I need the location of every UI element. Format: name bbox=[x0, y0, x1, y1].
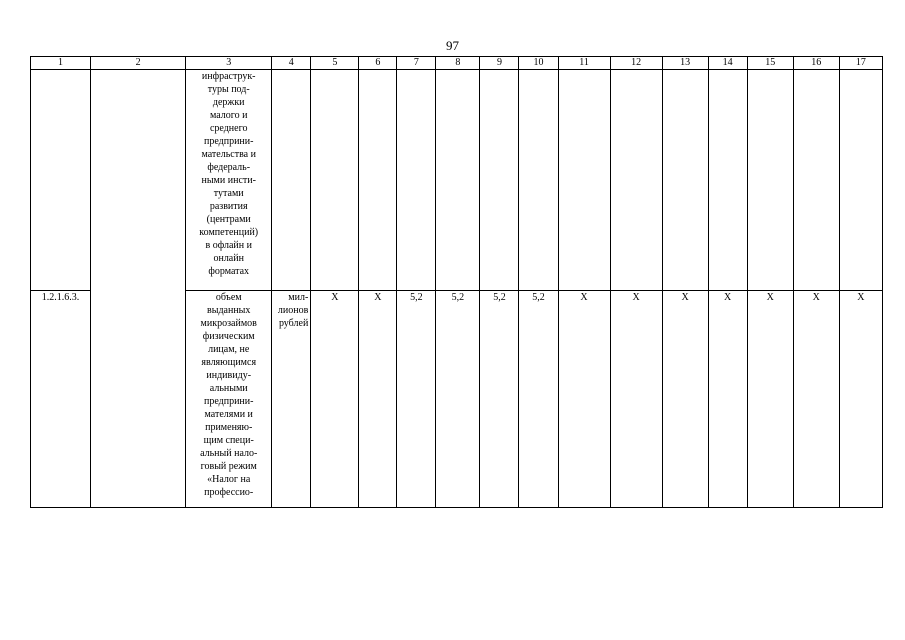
page-number: 97 bbox=[446, 38, 459, 53]
row-code: 1.2.1.6.3. bbox=[31, 291, 91, 508]
text-line: мательства и bbox=[201, 149, 256, 160]
empty-cell bbox=[839, 70, 882, 291]
text-line: «Налог на bbox=[207, 474, 251, 485]
empty-cell bbox=[708, 70, 747, 291]
column-header: 1 bbox=[31, 57, 91, 70]
empty-cell bbox=[311, 70, 359, 291]
column-header: 6 bbox=[359, 57, 397, 70]
column-header: 3 bbox=[186, 57, 272, 70]
text-line: форматах bbox=[208, 266, 250, 277]
column-header: 2 bbox=[91, 57, 186, 70]
merged-cell-col2 bbox=[91, 70, 186, 508]
value-cell: Х bbox=[747, 291, 793, 508]
column-header: 10 bbox=[519, 57, 558, 70]
text-line: применяю- bbox=[205, 422, 253, 433]
code-cell-empty bbox=[31, 70, 91, 291]
empty-cell bbox=[480, 70, 519, 291]
text-line: федераль- bbox=[207, 162, 251, 173]
value-cell: Х bbox=[610, 291, 662, 508]
text-line: инфраструк- bbox=[201, 71, 256, 82]
column-header: 9 bbox=[480, 57, 519, 70]
column-header: 7 bbox=[397, 57, 436, 70]
value-cell: Х bbox=[708, 291, 747, 508]
text-line: предприни- bbox=[203, 396, 254, 407]
empty-cell bbox=[558, 70, 610, 291]
empty-cell bbox=[662, 70, 708, 291]
indicator-text-cell bbox=[186, 70, 272, 291]
empty-cell bbox=[359, 70, 397, 291]
text-line: физическим bbox=[202, 331, 255, 342]
value-cell: Х bbox=[359, 291, 397, 508]
empty-cell bbox=[436, 70, 480, 291]
column-number-row bbox=[31, 57, 883, 70]
text-line: ными инсти- bbox=[201, 175, 256, 186]
column-header: 8 bbox=[436, 57, 480, 70]
empty-cell bbox=[610, 70, 662, 291]
unit-line: мил- bbox=[288, 292, 309, 303]
table-row-continued bbox=[31, 70, 883, 291]
value-cell: Х bbox=[839, 291, 882, 508]
column-header: 13 bbox=[662, 57, 708, 70]
text-line: альный нало- bbox=[200, 448, 258, 459]
column-header: 5 bbox=[311, 57, 359, 70]
text-line: туры под- bbox=[207, 84, 250, 95]
data-table bbox=[30, 56, 883, 508]
column-header: 11 bbox=[558, 57, 610, 70]
text-line: компетенций) bbox=[199, 227, 259, 238]
text-line: альными bbox=[209, 383, 248, 394]
text-line: микрозаймов bbox=[200, 318, 257, 329]
empty-cell bbox=[793, 70, 839, 291]
empty-cell bbox=[747, 70, 793, 291]
unit-cell bbox=[272, 291, 311, 508]
text-line: малого и bbox=[209, 110, 248, 121]
text-line: онлайн bbox=[213, 253, 244, 264]
value-cell: 5,2 bbox=[480, 291, 519, 508]
empty-cell bbox=[397, 70, 436, 291]
value-cell: 5,2 bbox=[519, 291, 558, 508]
value-cell: Х bbox=[662, 291, 708, 508]
text-line: предприни- bbox=[203, 136, 254, 147]
unit-line: рублей bbox=[278, 318, 309, 329]
text-line: объем bbox=[215, 292, 242, 303]
text-line: индивиду- bbox=[206, 370, 252, 381]
unit-line: лионов bbox=[277, 305, 309, 316]
text-line: в офлайн и bbox=[205, 240, 252, 251]
empty-cell bbox=[519, 70, 558, 291]
text-line: выданных bbox=[207, 305, 251, 316]
text-line: мателями и bbox=[204, 409, 253, 420]
text-line: лицам, не bbox=[208, 344, 250, 355]
text-line: (центрами bbox=[206, 214, 251, 225]
column-header: 17 bbox=[839, 57, 882, 70]
text-line: являющимся bbox=[201, 357, 257, 368]
column-header: 16 bbox=[793, 57, 839, 70]
text-line: говый режим bbox=[200, 461, 257, 472]
value-cell: 5,2 bbox=[397, 291, 436, 508]
text-line: развития bbox=[209, 201, 248, 212]
indicator-text-cell bbox=[186, 291, 272, 508]
text-line: щим специ- bbox=[203, 435, 254, 446]
text-line: тутами bbox=[213, 188, 244, 199]
column-header: 14 bbox=[708, 57, 747, 70]
text-line: держки bbox=[212, 97, 245, 108]
column-header: 4 bbox=[272, 57, 311, 70]
value-cell: Х bbox=[558, 291, 610, 508]
text-line: среднего bbox=[209, 123, 248, 134]
value-cell: Х bbox=[793, 291, 839, 508]
column-header: 15 bbox=[747, 57, 793, 70]
column-header: 12 bbox=[610, 57, 662, 70]
value-cell: 5,2 bbox=[436, 291, 480, 508]
text-line: профессио- bbox=[204, 487, 254, 498]
empty-cell bbox=[272, 70, 311, 291]
value-cell: Х bbox=[311, 291, 359, 508]
